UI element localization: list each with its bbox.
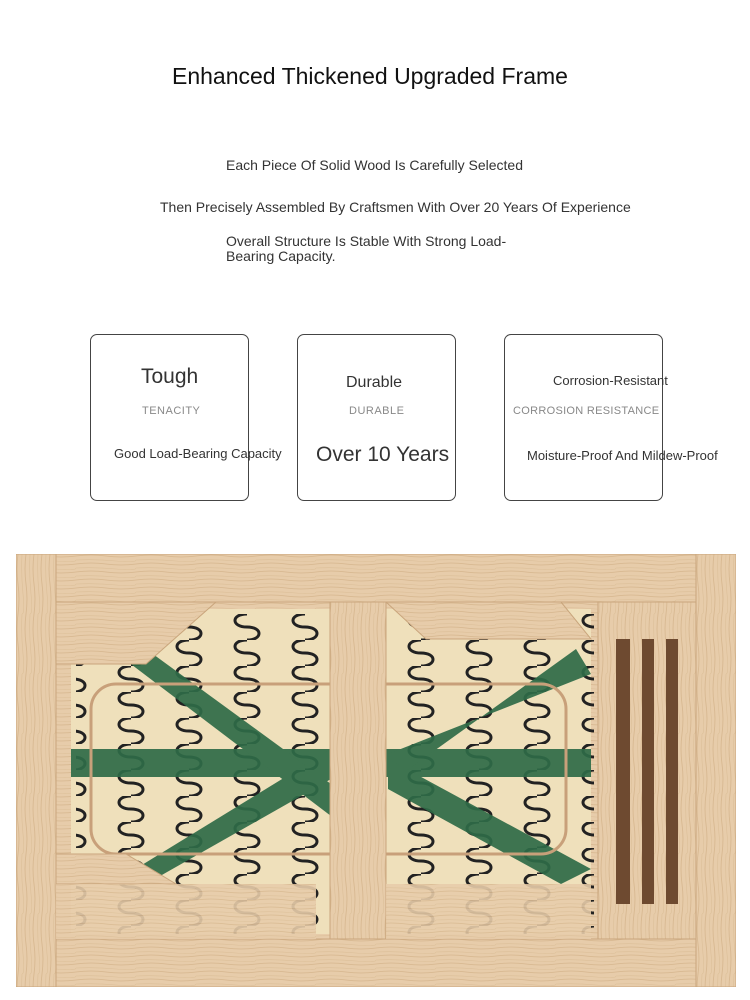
feature-subtitle: CORROSION RESISTANCE [513, 405, 660, 417]
feature-detail: Over 10 Years [316, 443, 450, 466]
feature-name: Tough [141, 365, 199, 388]
feature-card-corrosion [504, 334, 718, 501]
feature-name: Durable [346, 374, 403, 391]
page-title: Enhanced Thickened Upgraded Frame [172, 63, 568, 89]
description-line-2: Then Precisely Assembled By Craftsmen With Over 20 Years Of Experience [160, 199, 631, 215]
description-line-3: Overall Structure Is Stable With Strong Load-Bearing Capacity. [226, 233, 507, 264]
feature-detail: Moisture-Proof And Mildew-Proof [527, 448, 718, 463]
feature-subtitle: TENACITY [142, 405, 201, 417]
feature-subtitle: DURABLE [349, 405, 405, 417]
feature-name: Corrosion-Resistant [553, 373, 668, 388]
description-line-1: Each Piece Of Solid Wood Is Carefully Selected [226, 157, 524, 173]
feature-card-tough [90, 334, 282, 501]
bed-frame-photo [16, 554, 736, 987]
feature-card-durable [297, 334, 456, 501]
feature-detail: Good Load-Bearing Capacity [114, 446, 282, 461]
